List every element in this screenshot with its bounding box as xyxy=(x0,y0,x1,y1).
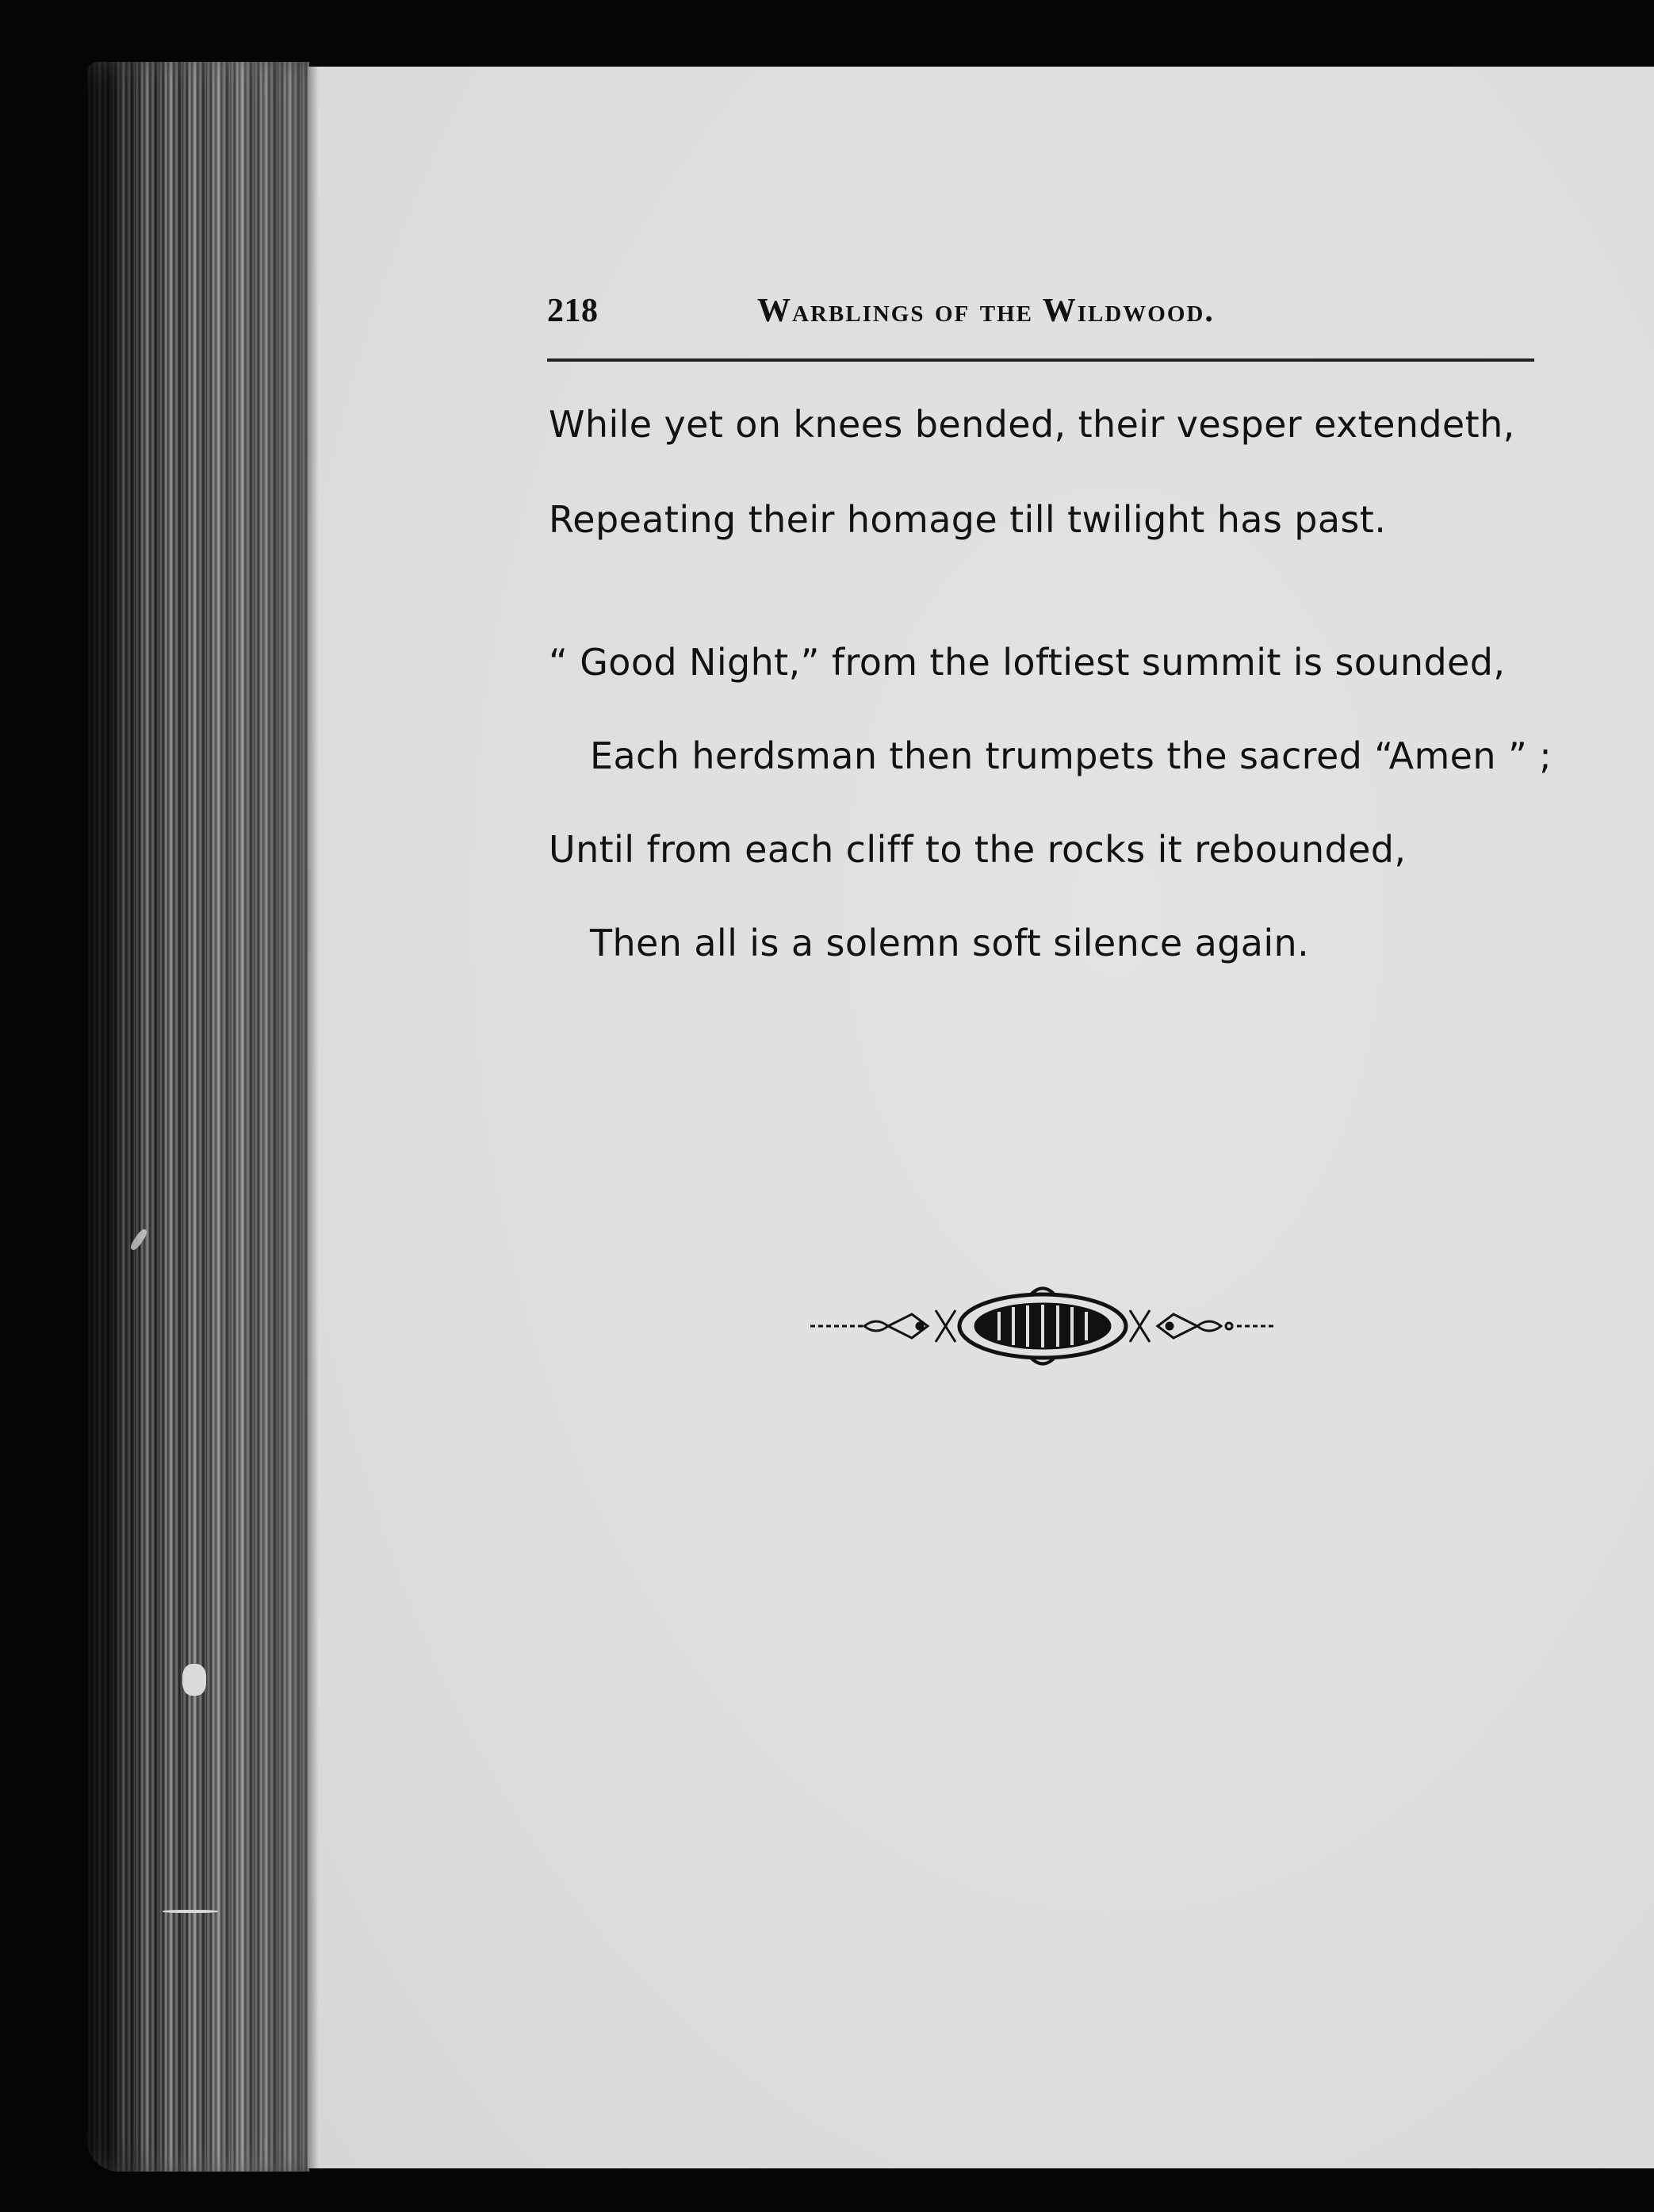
poem-line: Repeating their homage till twilight has past. xyxy=(549,498,1387,541)
running-head xyxy=(547,292,1534,339)
spine-blemish xyxy=(182,1664,206,1696)
book-title: Warblings of the Wildwood. xyxy=(757,293,1215,329)
poem-line: Each herdsman then trumpets the sacred “Amen ” ; xyxy=(590,734,1553,777)
poem-line: Then all is a solemn soft silence again. xyxy=(590,922,1310,964)
spine-blemish xyxy=(128,1228,148,1252)
ornament-icon xyxy=(809,1279,1277,1374)
poem-line: “ Good Night,” from the loftiest summit is sounded, xyxy=(549,641,1506,684)
poem-line: Until from each cliff to the rocks it rebounded, xyxy=(549,828,1407,871)
page-gutter-shadow xyxy=(308,67,319,2168)
header-rule xyxy=(547,358,1534,362)
poem-line: While yet on knees bended, their vesper extendeth, xyxy=(549,403,1515,446)
spine-blemish xyxy=(163,1910,218,1913)
book-page xyxy=(308,67,1654,2168)
page-number: 218 xyxy=(547,293,599,329)
book-page-edges xyxy=(87,62,309,2172)
